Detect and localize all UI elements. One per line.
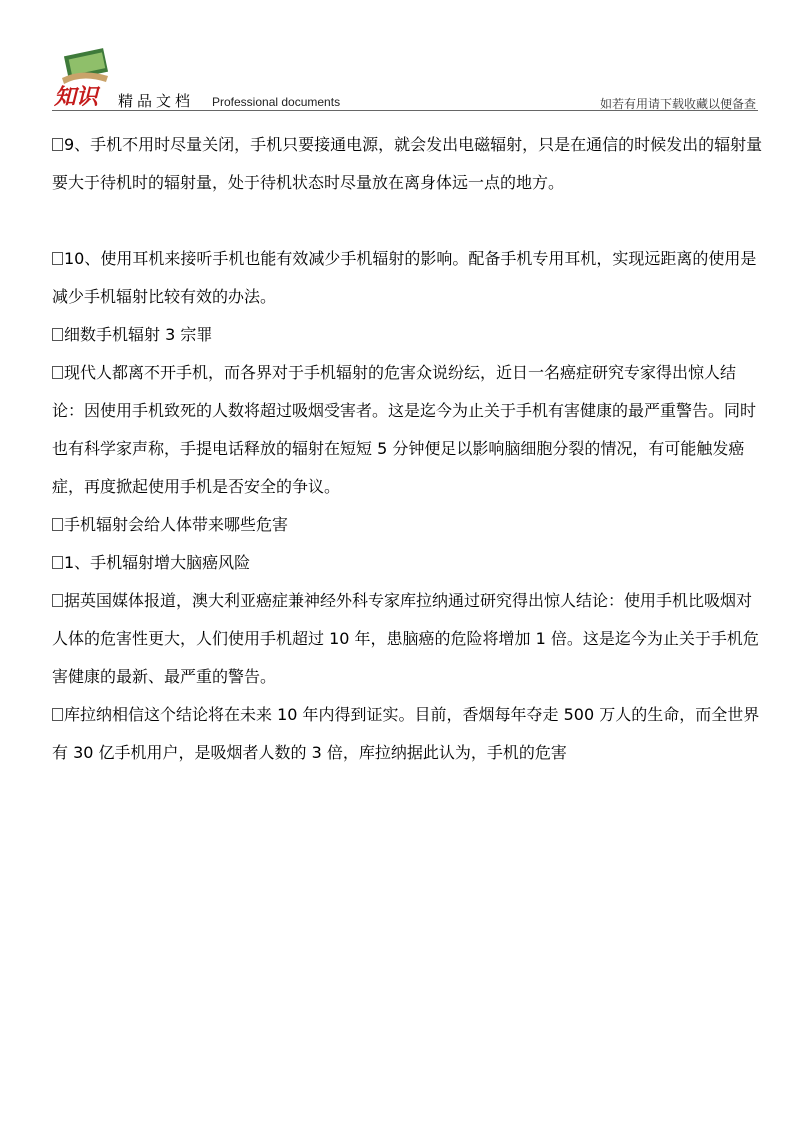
section-heading bbox=[52, 316, 764, 354]
paragraph-text: 现代人都离不开手机，而各界对于手机辐射的危害众说纷纭，近日一名癌症研究专家得出惊人结论：因使用手机致死的人数将超过吸烟受害者。这是迄今为止关于手机有害健康的最严重警告。同时也有科学家声称，手提电话释放的辐射在短短 5 分钟便足以影响脑细胞分裂的情况，有可能触发癌症，再度掀起使用手机是否安全的争议。 bbox=[52, 363, 757, 496]
heading-text: 1、手机辐射增大脑癌风险 bbox=[64, 553, 251, 572]
checkbox-glyph-icon bbox=[52, 708, 63, 721]
download-hint: 如若有用请下载收藏以便备查 bbox=[599, 97, 756, 111]
document-body bbox=[52, 126, 764, 772]
checkbox-glyph-icon bbox=[52, 556, 63, 569]
page-header bbox=[52, 48, 760, 110]
checkbox-glyph-icon bbox=[52, 252, 63, 265]
checkbox-glyph-icon bbox=[52, 138, 63, 151]
knowledge-logo-icon bbox=[52, 48, 114, 108]
brand-subtitle: Professional documents bbox=[212, 95, 341, 109]
checkbox-glyph-icon bbox=[52, 366, 63, 379]
paragraph bbox=[52, 126, 764, 202]
brand-title: 精品文档 bbox=[118, 92, 195, 110]
paragraph bbox=[52, 582, 764, 696]
paragraph bbox=[52, 240, 764, 316]
checkbox-glyph-icon bbox=[52, 328, 63, 341]
header-divider bbox=[52, 110, 758, 111]
paragraph bbox=[52, 354, 764, 506]
paragraph-text: 库拉纳相信这个结论将在未来 10 年内得到证实。目前，香烟每年夺走 500 万人的生命，而全世界有 30 亿手机用户，是吸烟者人数的 3 倍，库拉纳据此认为，手机的危害 bbox=[52, 705, 760, 762]
checkbox-glyph-icon bbox=[52, 594, 63, 607]
section-heading bbox=[52, 544, 764, 582]
paragraph-text: 据英国媒体报道，澳大利亚癌症兼神经外科专家库拉纳通过研究得出惊人结论：使用手机比吸烟对人体的危害性更大，人们使用手机超过 10 年，患脑癌的危险将增加 1 倍。这是迄今为止关于手机危害健康的最新、最严重的警告。 bbox=[52, 591, 759, 686]
paragraph-text: 9、手机不用时尽量关闭，手机只要接通电源，就会发出电磁辐射，只是在通信的时候发出的辐射量要大于待机时的辐射量，处于待机状态时尽量放在离身体远一点的地方。 bbox=[52, 135, 763, 192]
section-heading bbox=[52, 506, 764, 544]
heading-text: 细数手机辐射 3 宗罪 bbox=[64, 325, 213, 344]
svg-text:知识: 知识 bbox=[54, 84, 99, 108]
paragraph-text: 10、使用耳机来接听手机也能有效减少手机辐射的影响。配备手机专用耳机，实现远距离的使用是减少手机辐射比较有效的办法。 bbox=[52, 249, 757, 306]
paragraph bbox=[52, 696, 764, 772]
checkbox-glyph-icon bbox=[52, 518, 63, 531]
heading-text: 手机辐射会给人体带来哪些危害 bbox=[64, 515, 289, 534]
blank-line bbox=[52, 202, 764, 240]
